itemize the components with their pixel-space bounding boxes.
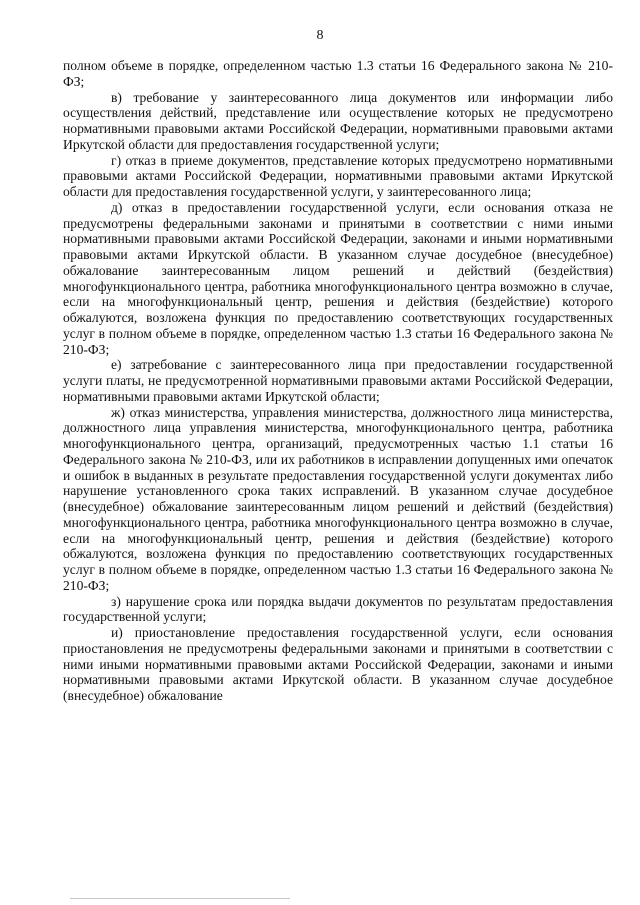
paragraph-item-v: в) требование у заинтересованного лица документов или информации либо осуществления действий, представление или осуществление которых не предусмотрено нормативными правовыми актами Российской Федерации, нормативными правовыми актами Иркутской области для предоставления государственной услуги; — [63, 89, 613, 152]
paragraph-item-d: д) отказ в предоставлении государственной услуги, если основания отказа не предусмотрены федеральными законами и принятыми в соответствии с ними иными нормативными правовыми актами Российской Федерации, законами и иными нормативными правовыми актами Иркутской области. В указанном случае досудебное (внесудебное) обжалование заинтересованным лицом решений и действий (бездействия) многофункционального центра, работника многофункционального центра возможно в случае, если на многофункциональный центр, решения и действия (бездействие) которого обжалуются, возложена функция по предоставлению соответствующих государственных услуг в полном объеме в порядке, определенном частью 1.3 статьи 16 Федерального закона № 210-ФЗ; — [63, 199, 613, 357]
paragraph-item-i: и) приостановление предоставления государственной услуги, если основания приостановления не предусмотрены федеральными законами и принятыми в соответствии с ними иными нормативными правовыми актами Российской Федерации, законами и иными нормативными правовыми актами Иркутской области. В указанном случае досудебное (внесудебное) обжалование — [63, 625, 613, 703]
document-body — [63, 58, 613, 704]
page-number: 8 — [316, 28, 324, 43]
scan-artifact-line — [70, 898, 290, 899]
paragraph-item-e: е) затребование с заинтересованного лица при предоставлении государственной услуги платы, не предусмотренной нормативными правовыми актами Российской Федерации, нормативными правовыми актами Иркутской области; — [63, 357, 613, 404]
paragraph-item-z: з) нарушение срока или порядка выдачи документов по результатам предоставления государственной услуги; — [63, 593, 613, 625]
paragraph-continuation: полном объеме в порядке, определенном частью 1.3 статьи 16 Федерального закона № 210-ФЗ; — [63, 58, 613, 89]
paragraph-item-g: г) отказ в приеме документов, представление которых предусмотрено нормативными правовыми актами Российской Федерации, нормативными правовыми актами Иркутской области для предоставления государственной услуги, у заинтересованного лица; — [63, 152, 613, 199]
paragraph-item-zh: ж) отказ министерства, управления министерства, должностного лица министерства, должностного лица управления министерства, многофункционального центра, работника многофункционального центра, организаций, предусмотренных частью 1.1 статьи 16 Федерального закона № 210-ФЗ, или их работников в исправлении допущенных ими опечаток и ошибок в выданных в результате предоставления государственной услуги документах либо нарушение установленного срока таких исправлений. В указанном случае досудебное (внесудебное) обжалование заинтересованным лицом решений и действий (бездействия) многофункционального центра, работника многофункционального центра возможно в случае, если на многофункциональный центр, решения и действия (бездействие) которого обжалуются, возложена функция по предоставлению соответствующих государственных услуг в полном объеме в порядке, определенном частью 1.3 статьи 16 Федерального закона № 210-ФЗ; — [63, 404, 613, 593]
